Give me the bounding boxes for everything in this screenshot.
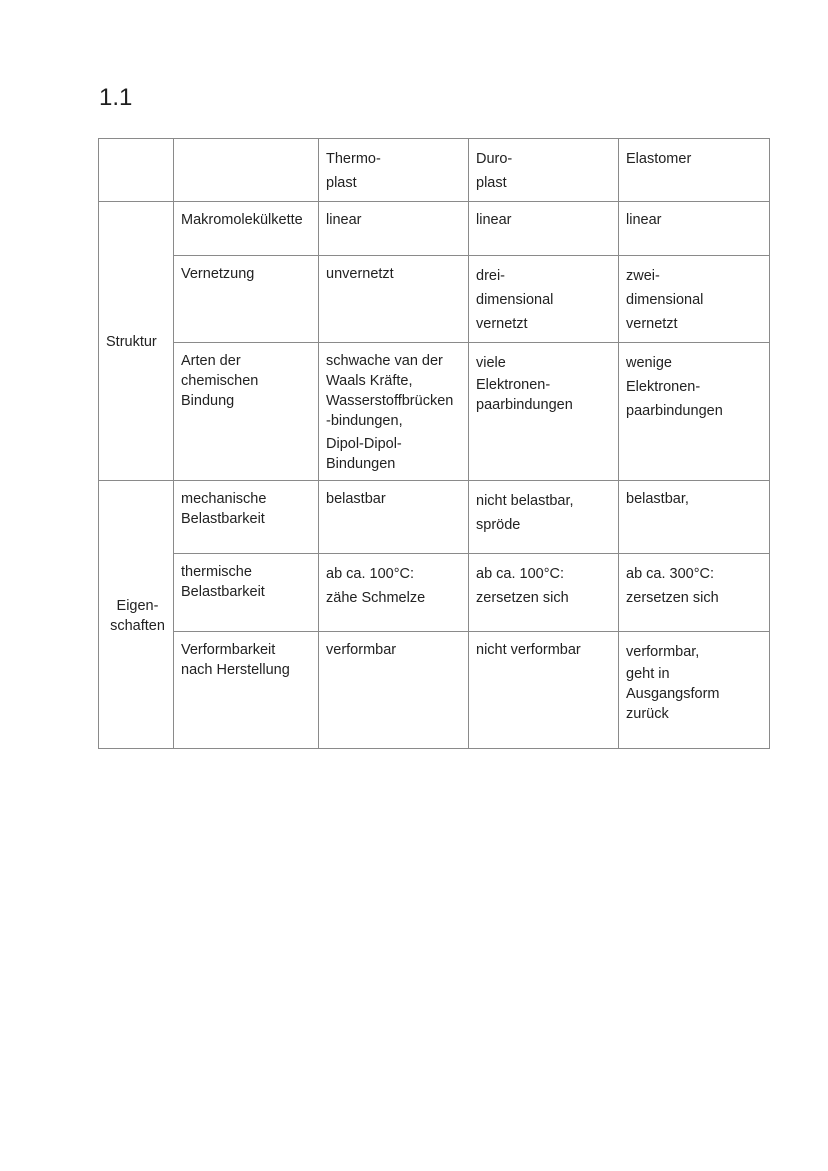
cell-thermoplast — [319, 202, 469, 256]
row-label-vernetzung — [174, 256, 319, 343]
row-label: Belastbarkeit — [181, 511, 265, 527]
table-row — [99, 202, 770, 256]
cell-text: paarbindungen — [626, 403, 723, 419]
header-empty-cell — [174, 139, 319, 202]
row-label: Makromolekülkette — [181, 212, 303, 228]
cell-thermoplast — [319, 554, 469, 632]
header-text: plast — [326, 175, 357, 191]
cell-text: vernetzt — [626, 316, 678, 332]
group-label: schaften — [110, 617, 165, 634]
cell-text: linear — [626, 212, 662, 228]
cell-text: unvernetzt — [326, 266, 394, 282]
cell-text: drei- — [476, 268, 506, 284]
header-duroplast — [469, 139, 619, 202]
cell-duroplast — [469, 554, 619, 632]
row-label: nach Herstellung — [181, 662, 290, 678]
cell-elastomer — [619, 632, 770, 749]
row-label-verformbarkeit — [174, 632, 319, 749]
cell-text: nicht verformbar — [476, 642, 581, 658]
cell-text: belastbar — [326, 491, 386, 507]
cell-thermoplast — [319, 481, 469, 554]
row-label: Belastbarkeit — [181, 584, 265, 600]
header-text: plast — [476, 175, 507, 191]
cell-thermoplast — [319, 256, 469, 343]
cell-text: Waals Kräfte, — [326, 373, 413, 389]
cell-text: Ausgangsform — [626, 686, 720, 702]
cell-text: zersetzen sich — [626, 590, 719, 606]
cell-text: spröde — [476, 517, 521, 533]
cell-elastomer — [619, 343, 770, 481]
cell-text: belastbar, — [626, 491, 689, 507]
cell-text: vernetzt — [476, 316, 528, 332]
cell-text: zurück — [626, 706, 669, 722]
group-label: Struktur — [106, 334, 157, 350]
cell-text: ab ca. 300°C: — [626, 566, 715, 582]
group-eigenschaften — [99, 481, 174, 749]
row-label: Bindung — [181, 393, 235, 409]
cell-elastomer — [619, 481, 770, 554]
group-label: Eigen- — [116, 597, 159, 614]
cell-thermoplast — [319, 343, 469, 481]
cell-text: zwei- — [626, 268, 660, 284]
cell-text: paarbindungen — [476, 397, 573, 413]
row-label: Verformbarkeit — [181, 642, 276, 658]
cell-text: nicht belastbar, — [476, 493, 574, 509]
row-label: thermische — [181, 564, 252, 580]
header-text: Duro- — [476, 151, 513, 167]
row-label: chemischen — [181, 373, 259, 389]
cell-text: zersetzen sich — [476, 590, 569, 606]
cell-text: ab ca. 100°C: — [476, 566, 565, 582]
header-row — [99, 139, 770, 202]
header-text: Thermo- — [326, 151, 381, 167]
cell-text: linear — [476, 212, 512, 228]
cell-text: linear — [326, 212, 362, 228]
table-row — [99, 554, 770, 632]
cell-text: ab ca. 100°C: — [326, 566, 415, 582]
cell-text: schwache van der — [326, 353, 443, 369]
row-label-thermische-belastbarkeit — [174, 554, 319, 632]
header-elastomer — [619, 139, 770, 202]
cell-duroplast — [469, 632, 619, 749]
cell-text: Elektronen- — [626, 379, 701, 395]
cell-text: verformbar — [326, 642, 397, 658]
cell-text: Bindungen — [326, 456, 396, 472]
cell-text: -bindungen, — [326, 413, 403, 429]
row-label-mechanische-belastbarkeit — [174, 481, 319, 554]
cell-text: geht in — [626, 666, 670, 682]
cell-duroplast — [469, 202, 619, 256]
cell-text: Elektronen- — [476, 377, 551, 393]
table-row — [99, 256, 770, 343]
cell-text: dimensional — [476, 292, 554, 308]
header-thermoplast — [319, 139, 469, 202]
row-label: Vernetzung — [181, 266, 255, 282]
cell-text: zähe Schmelze — [326, 590, 426, 606]
table-row — [99, 632, 770, 749]
page-title: 1.1 — [99, 84, 133, 111]
table-row — [99, 481, 770, 554]
cell-elastomer — [619, 256, 770, 343]
cell-duroplast — [469, 481, 619, 554]
row-label-arten-der-bindung — [174, 343, 319, 481]
cell-text: wenige — [626, 355, 672, 371]
cell-elastomer — [619, 554, 770, 632]
cell-text: dimensional — [626, 292, 704, 308]
cell-thermoplast — [319, 632, 469, 749]
row-label: Arten der — [181, 353, 241, 369]
header-empty-cell — [99, 139, 174, 202]
cell-duroplast — [469, 343, 619, 481]
row-label: mechanische — [181, 491, 267, 507]
table-row — [99, 343, 770, 481]
cell-elastomer — [619, 202, 770, 256]
cell-text: Dipol-Dipol- — [326, 436, 402, 452]
cell-text: Wasserstoffbrücken — [326, 393, 454, 409]
header-text: Elastomer — [626, 151, 692, 167]
row-label-makromolekuelkette — [174, 202, 319, 256]
cell-text: verformbar, — [626, 644, 700, 660]
polymer-comparison-table — [98, 138, 770, 749]
cell-text: viele — [476, 355, 506, 371]
cell-duroplast — [469, 256, 619, 343]
group-struktur — [99, 202, 174, 481]
